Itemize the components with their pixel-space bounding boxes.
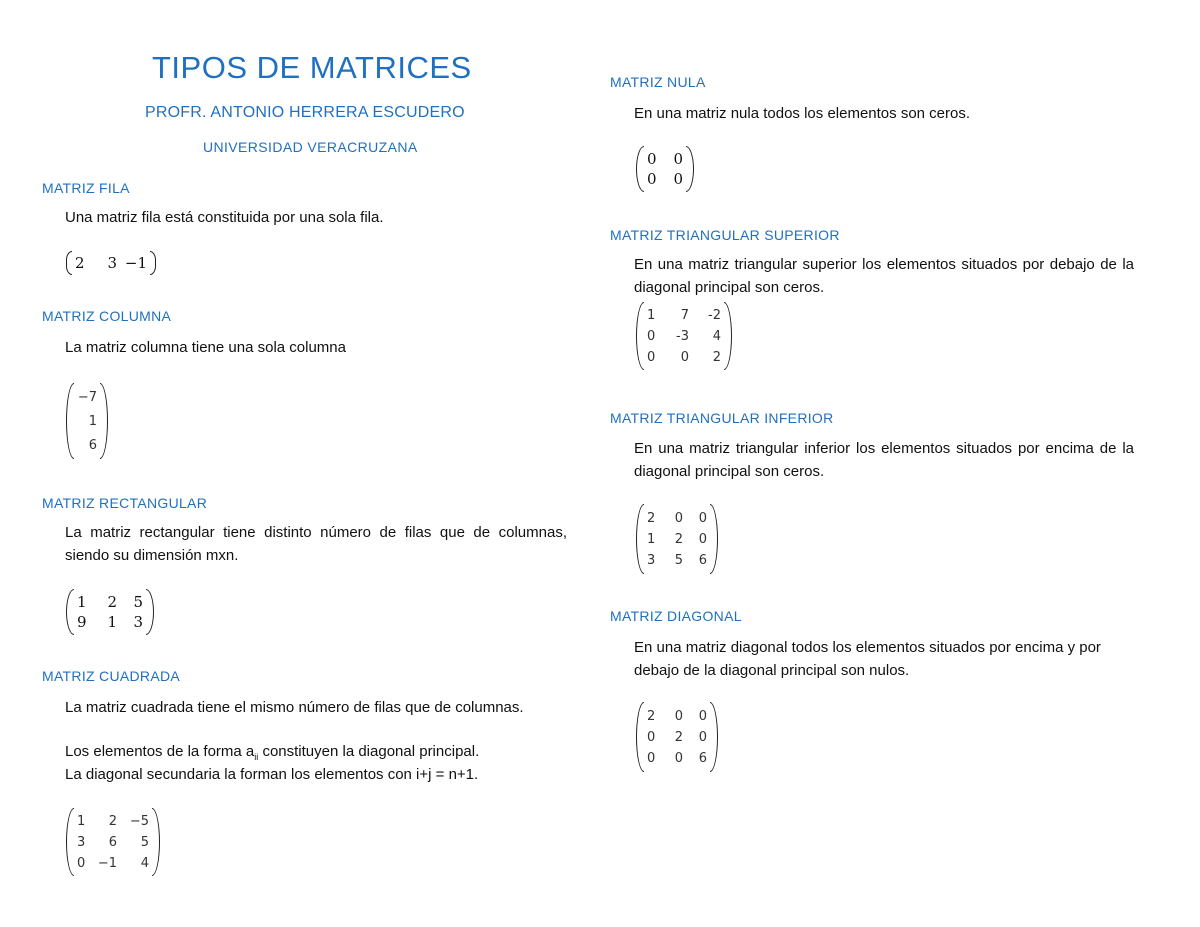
matrix-nula bbox=[636, 146, 694, 192]
text-fragment: Los elementos de la forma a bbox=[65, 743, 255, 760]
section-heading-rectangular: MATRIZ RECTANGULAR bbox=[42, 495, 208, 511]
section-text-columna: La matriz columna tiene una sola columna bbox=[65, 339, 346, 356]
matrix-cell: 7 bbox=[680, 307, 689, 323]
section-heading-inferior: MATRIZ TRIANGULAR INFERIOR bbox=[610, 410, 834, 426]
section-text-diagonal: En una matriz diagonal todos los elementos situados por encima y por debajo de la diagonal principal son nulos. bbox=[634, 639, 1101, 679]
matrix-cell: 1 bbox=[77, 593, 87, 611]
matrix-cell: 0 bbox=[673, 150, 683, 168]
matrix-cell: 0 bbox=[698, 729, 707, 745]
matrix-triangular-superior bbox=[636, 302, 732, 370]
text-fragment: constituyen la diagonal principal. bbox=[258, 743, 480, 760]
matrix-cell: 1 bbox=[77, 813, 86, 829]
matrix-cell: 4 bbox=[712, 328, 721, 344]
matrix-triangular-inferior bbox=[636, 504, 718, 574]
matrix-cell: 4 bbox=[140, 855, 149, 871]
section-text-inferior: En una matriz triangular inferior los elementos situados por encima de la diagonal principal son ceros. bbox=[634, 440, 1134, 480]
matrix-cell: 2 bbox=[674, 531, 683, 547]
matrix-diagonal bbox=[636, 702, 718, 772]
matrix-cell: 5 bbox=[674, 552, 683, 568]
matrix-cell: 6 bbox=[698, 552, 707, 568]
matrix-cell: 0 bbox=[77, 855, 86, 871]
matrix-cell: 0 bbox=[673, 170, 683, 188]
section-heading-diagonal: MATRIZ DIAGONAL bbox=[610, 608, 742, 624]
section-text-superior: En una matriz triangular superior los elementos situados por debajo de la diagonal principal son ceros. bbox=[634, 256, 1134, 296]
matrix-cell: 1 bbox=[107, 613, 117, 631]
matrix-cell: 6 bbox=[88, 437, 97, 453]
matrix-cell: 6 bbox=[108, 834, 117, 850]
matrix-cell: 0 bbox=[698, 708, 707, 724]
matrix-cell: 3 bbox=[647, 552, 656, 568]
matrix-cell: 2 bbox=[107, 593, 117, 611]
matrix-cell: 0 bbox=[680, 349, 689, 365]
matrix-cell: 0 bbox=[647, 750, 656, 766]
matrix-cell: 5 bbox=[133, 593, 143, 611]
matrix-rectangular bbox=[66, 589, 154, 635]
matrix-cell: 0 bbox=[698, 531, 707, 547]
matrix-cell: 0 bbox=[647, 150, 657, 168]
author-name: PROFR. ANTONIO HERRERA ESCUDERO bbox=[145, 104, 465, 121]
matrix-cell: 5 bbox=[140, 834, 149, 850]
matrix-cell: 2 bbox=[108, 813, 117, 829]
matrix-cell: 0 bbox=[698, 510, 707, 526]
matrix-cell: 2 bbox=[75, 254, 85, 272]
page-title: TIPOS DE MATRICES bbox=[152, 50, 472, 85]
matrix-cell: 3 bbox=[107, 254, 117, 272]
matrix-cell: −1 bbox=[124, 254, 147, 272]
section-heading-superior: MATRIZ TRIANGULAR SUPERIOR bbox=[610, 227, 840, 243]
matrix-cell: 2 bbox=[647, 510, 656, 526]
subscript: ii bbox=[254, 752, 259, 762]
matrix-cell: 0 bbox=[647, 729, 656, 745]
matrix-cell: 0 bbox=[647, 170, 657, 188]
section-text-rectangular: La matriz rectangular tiene distinto número de filas que de columnas, siendo su dimensión mxn. bbox=[65, 524, 567, 564]
matrix-cell: 9 bbox=[77, 613, 87, 631]
matrix-cell: 1 bbox=[88, 413, 97, 429]
matrix-cell: 2 bbox=[647, 708, 656, 724]
section-heading-nula: MATRIZ NULA bbox=[610, 74, 706, 90]
matrix-cell: 3 bbox=[133, 613, 143, 631]
matrix-cell: 0 bbox=[674, 708, 683, 724]
matrix-cuadrada bbox=[66, 808, 160, 876]
section-heading-columna: MATRIZ COLUMNA bbox=[42, 308, 172, 324]
matrix-cell: 2 bbox=[674, 729, 683, 745]
matrix-cell: 6 bbox=[698, 750, 707, 766]
matrix-cell: 0 bbox=[647, 349, 656, 365]
section-text-nula: En una matriz nula todos los elementos son ceros. bbox=[634, 105, 971, 122]
matrix-columna bbox=[66, 383, 108, 459]
matrix-cell: 1 bbox=[647, 307, 656, 323]
institution-name: UNIVERSIDAD VERACRUZANA bbox=[203, 139, 418, 155]
section-heading-cuadrada: MATRIZ CUADRADA bbox=[42, 668, 181, 684]
matrix-cell: 3 bbox=[77, 834, 86, 850]
matrix-cell: 0 bbox=[674, 510, 683, 526]
matrix-cell: −7 bbox=[77, 389, 97, 405]
matrix-cell: -3 bbox=[676, 328, 689, 344]
section-text-cuadrada-secundaria: La diagonal secundaria la forman los elementos con i+j = n+1. bbox=[65, 766, 479, 783]
section-heading-fila: MATRIZ FILA bbox=[42, 180, 130, 196]
matrix-cell: 0 bbox=[647, 328, 656, 344]
section-text-fila: Una matriz fila está constituida por una sola fila. bbox=[65, 209, 384, 226]
matrix-cell: -2 bbox=[708, 307, 721, 323]
section-text-cuadrada: La matriz cuadrada tiene el mismo número de filas que de columnas. bbox=[65, 699, 524, 716]
matrix-cell: 2 bbox=[712, 349, 721, 365]
matrix-fila bbox=[66, 251, 156, 275]
matrix-cell: 0 bbox=[674, 750, 683, 766]
matrix-cell: −5 bbox=[129, 813, 149, 829]
matrix-cell: −1 bbox=[97, 855, 117, 871]
matrix-cell: 1 bbox=[647, 531, 656, 547]
